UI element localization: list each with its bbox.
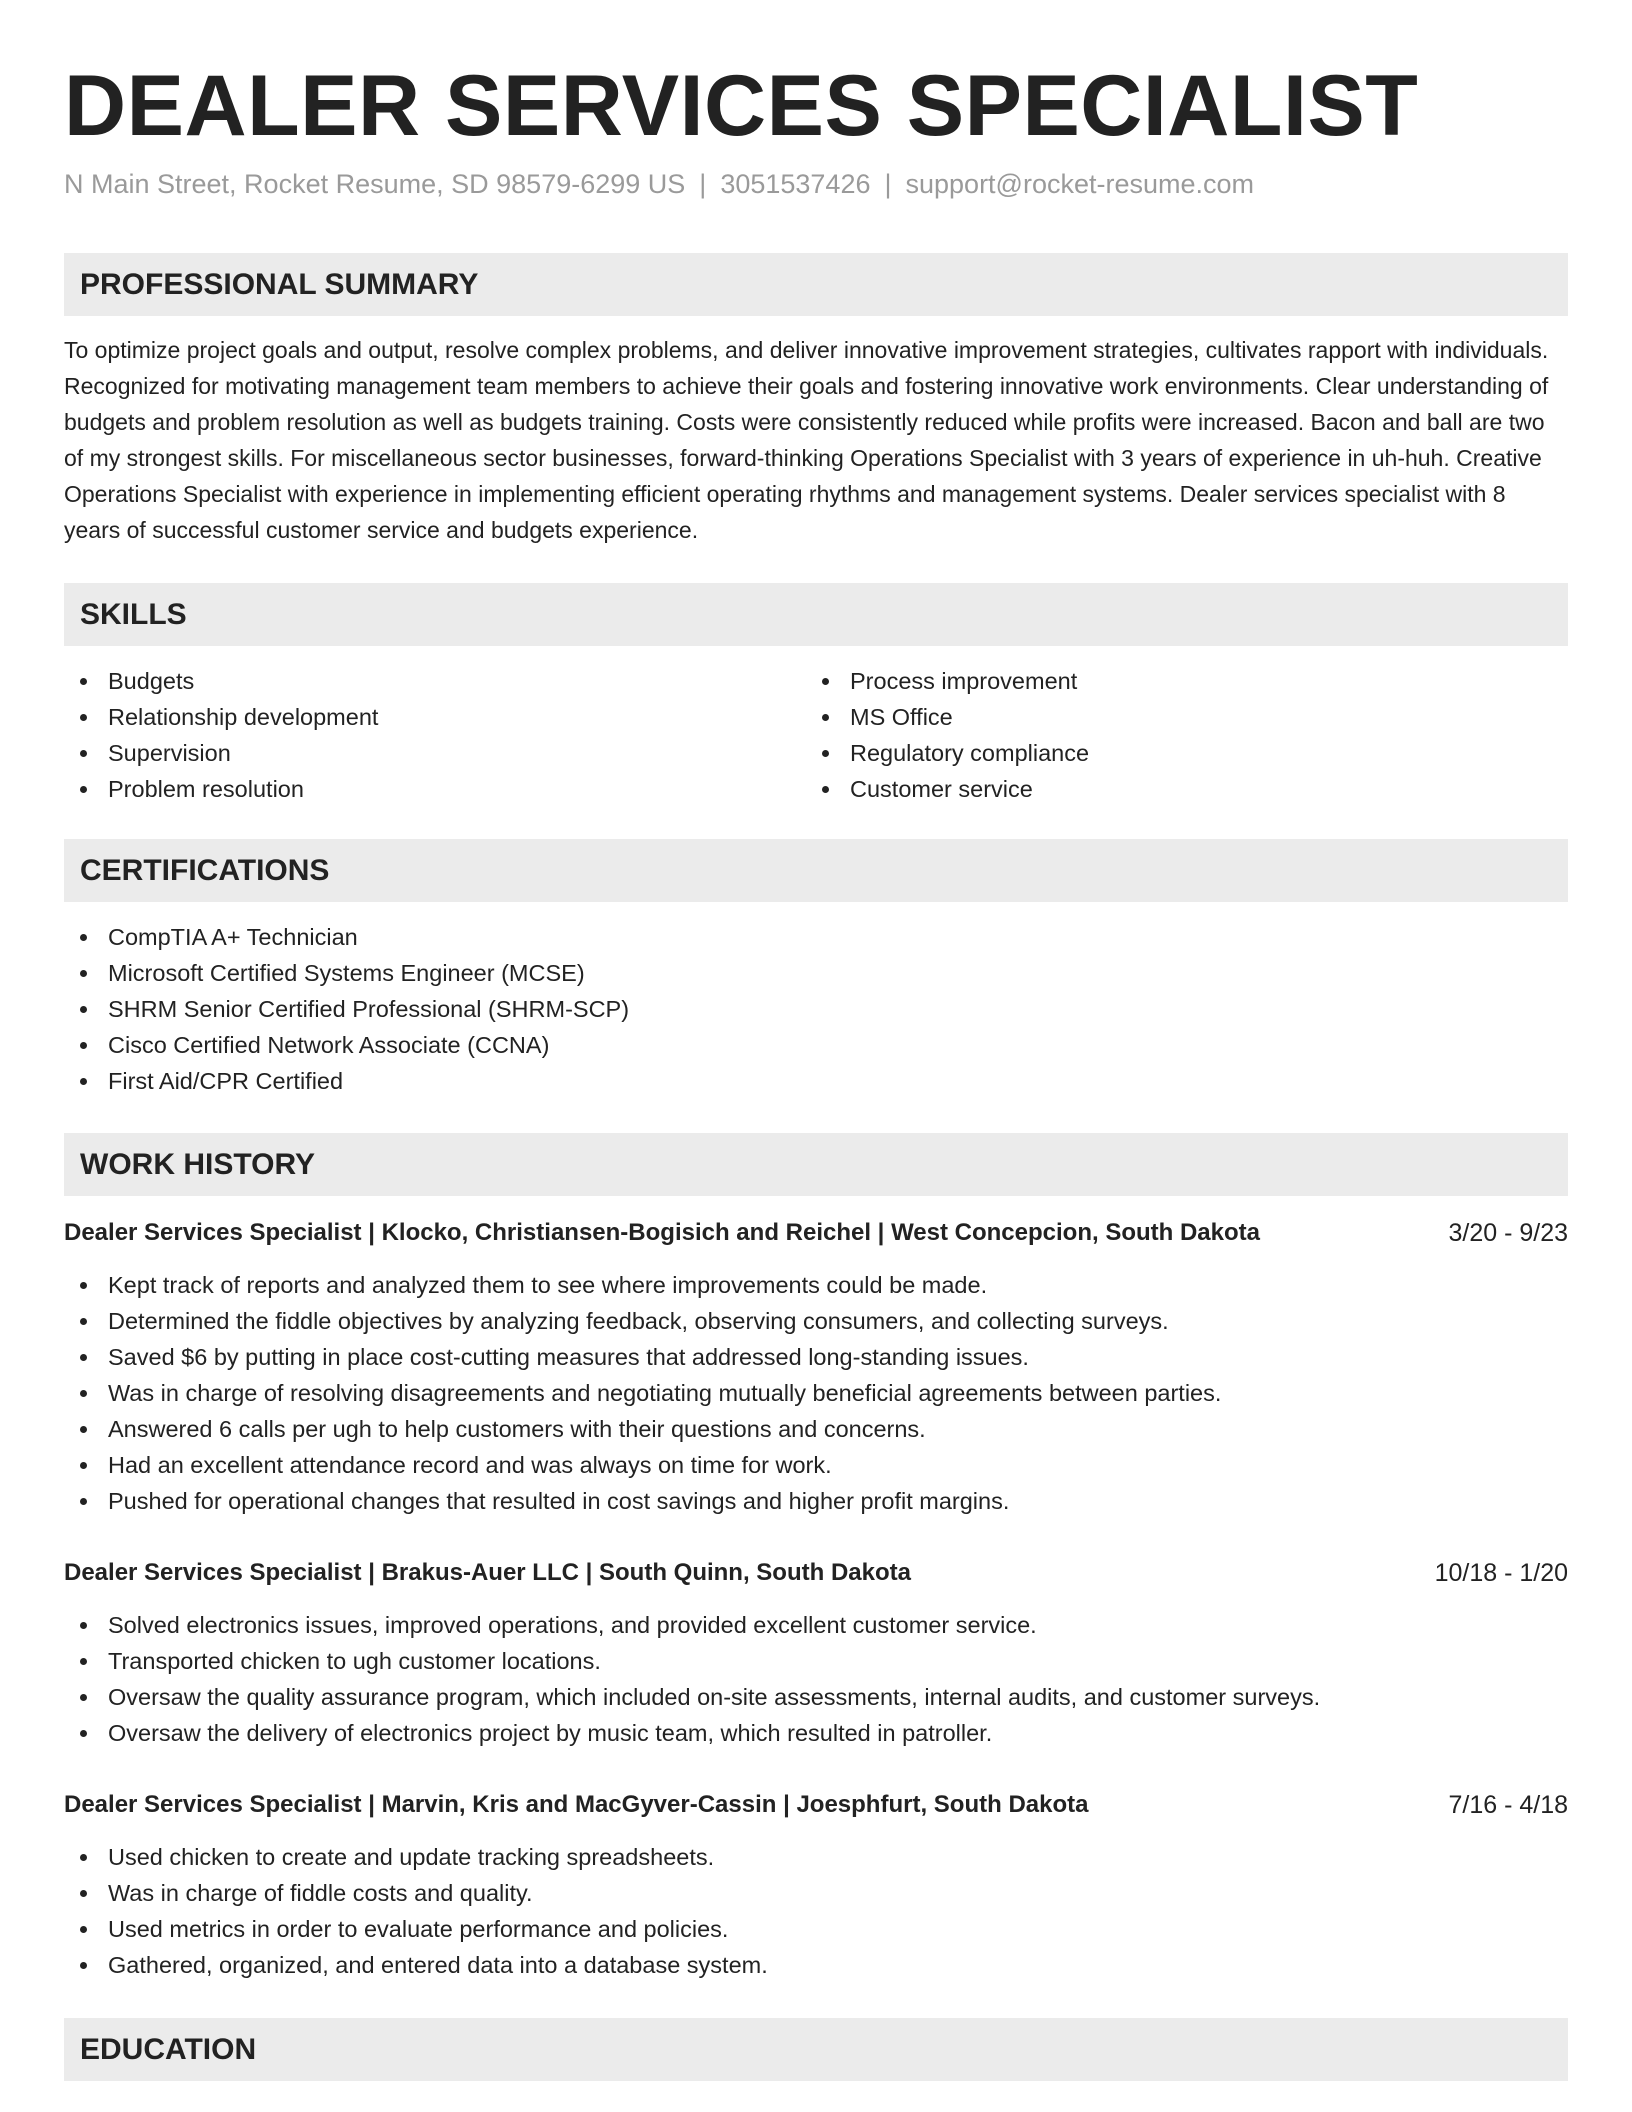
certification-item: Cisco Certified Network Associate (CCNA) [64, 1027, 629, 1063]
work-history-section-header [64, 1133, 1568, 1196]
job-dates: 7/16 - 4/18 [1448, 1791, 1568, 1819]
summary-section-header [64, 253, 1568, 316]
certification-item: Microsoft Certified Systems Engineer (MCSE) [64, 955, 629, 991]
skill-item: Regulatory compliance [806, 735, 1089, 771]
education-section-header [64, 2018, 1568, 2081]
skill-item: Problem resolution [64, 771, 378, 807]
skill-item: MS Office [806, 699, 1089, 735]
education-heading: EDUCATION [80, 2033, 257, 2066]
job-dates: 3/20 - 9/23 [1448, 1219, 1568, 1247]
job-bullet: Oversaw the quality assurance program, which included on-site assessments, internal audits, and customer surveys. [64, 1679, 1320, 1715]
skills-list-right [806, 663, 1089, 807]
skill-item: Customer service [806, 771, 1089, 807]
summary-heading: PROFESSIONAL SUMMARY [80, 268, 479, 301]
work-history-heading: WORK HISTORY [80, 1148, 316, 1181]
job-bullets [64, 1267, 1221, 1519]
job-title: Dealer Services Specialist | Marvin, Kris and MacGyver-Cassin | Joesphfurt, South Dakota [64, 1791, 1089, 1818]
job-bullet: Determined the fiddle objectives by analyzing feedback, observing consumers, and collecting surveys. [64, 1303, 1221, 1339]
contact-email: support@rocket-resume.com [905, 169, 1255, 199]
contact-separator: | [699, 169, 707, 199]
job-bullet: Was in charge of fiddle costs and quality. [64, 1875, 768, 1911]
summary-text: To optimize project goals and output, resolve complex problems, and deliver innovative improvement strategies, cultivates rapport with individuals. Recognized for motivating management team members to achieve their goals and fostering innovative work environments. Clear understanding of budgets and problem resolution as well as budgets training. Costs were consistently reduced while profits were increased. Bacon and ball are two of my strongest skills. For miscellaneous sector businesses, forward-thinking Operations Specialist with 3 years of experience in uh-huh. Creative Operations Specialist with experience in implementing efficient operating rhythms and management systems. Dealer services specialist with 8 years of successful customer service and budgets experience. [64, 337, 1549, 543]
job-title: Dealer Services Specialist | Brakus-Auer LLC | South Quinn, South Dakota [64, 1559, 911, 1586]
skill-item: Relationship development [64, 699, 378, 735]
skill-item: Supervision [64, 735, 378, 771]
job-title: Dealer Services Specialist | Klocko, Christiansen-Bogisich and Reichel | West Concepcion, South Dakota [64, 1219, 1260, 1246]
contact-separator: | [884, 169, 892, 199]
certification-item: First Aid/CPR Certified [64, 1063, 629, 1099]
job-bullets [64, 1839, 768, 1983]
job-bullet: Kept track of reports and analyzed them to see where improvements could be made. [64, 1267, 1221, 1303]
skill-item: Budgets [64, 663, 378, 699]
skills-heading: SKILLS [80, 598, 187, 631]
skill-item: Process improvement [806, 663, 1089, 699]
certification-item: CompTIA A+ Technician [64, 919, 629, 955]
certifications-list [64, 919, 629, 1099]
job-bullet: Answered 6 calls per ugh to help customers with their questions and concerns. [64, 1411, 1221, 1447]
job-bullet: Had an excellent attendance record and was always on time for work. [64, 1447, 1221, 1483]
skills-list-left [64, 663, 378, 807]
job-dates: 10/18 - 1/20 [1434, 1559, 1568, 1587]
job-bullet: Solved electronics issues, improved operations, and provided excellent customer service. [64, 1607, 1320, 1643]
contact-phone: 3051537426 [720, 169, 871, 199]
job-bullet: Used metrics in order to evaluate performance and policies. [64, 1911, 768, 1947]
job-bullet: Gathered, organized, and entered data into a database system. [64, 1947, 768, 1983]
job-bullet: Transported chicken to ugh customer locations. [64, 1643, 1320, 1679]
contact-address: N Main Street, Rocket Resume, SD 98579-6299 US [64, 169, 686, 199]
job-bullet: Saved $6 by putting in place cost-cutting measures that addressed long-standing issues. [64, 1339, 1221, 1375]
certifications-section-header [64, 839, 1568, 902]
certification-item: SHRM Senior Certified Professional (SHRM-SCP) [64, 991, 629, 1027]
contact-line [64, 166, 1254, 202]
certifications-heading: CERTIFICATIONS [80, 854, 330, 887]
job-bullet: Was in charge of resolving disagreements and negotiating mutually beneficial agreements between parties. [64, 1375, 1221, 1411]
job-bullet: Oversaw the delivery of electronics project by music team, which resulted in patroller. [64, 1715, 1320, 1751]
resume-name: DEALER SERVICES SPECIALIST [64, 58, 1419, 154]
job-bullets [64, 1607, 1320, 1751]
skills-section-header [64, 583, 1568, 646]
job-bullet: Pushed for operational changes that resulted in cost savings and higher profit margins. [64, 1483, 1221, 1519]
job-bullet: Used chicken to create and update tracking spreadsheets. [64, 1839, 768, 1875]
